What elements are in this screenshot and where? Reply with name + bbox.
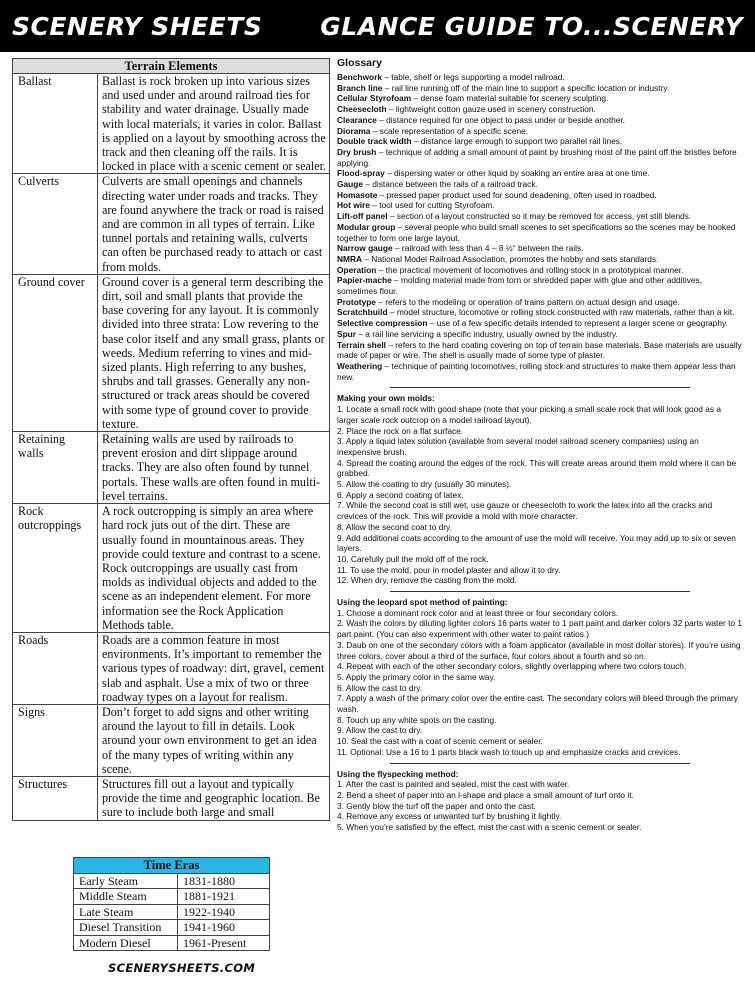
time-eras-heading: Time Eras bbox=[74, 858, 270, 874]
terrain-elements-table bbox=[12, 58, 330, 821]
era-row bbox=[74, 935, 270, 951]
terrain-row bbox=[13, 704, 330, 776]
era-years: 1831-1880 bbox=[178, 873, 270, 889]
step-item: 2. Place the rock on a flat surface. bbox=[337, 425, 464, 436]
flyspecking-title: Using the flyspecking method: bbox=[337, 768, 459, 779]
terrain-row bbox=[13, 432, 330, 504]
glossary-term: Cheesecloth bbox=[337, 104, 387, 115]
glossary-item bbox=[337, 318, 743, 329]
glossary-item bbox=[337, 93, 743, 104]
glossary-item bbox=[337, 340, 743, 361]
glossary-definition: – distance large enough to support two parallel rail lines. bbox=[411, 136, 623, 147]
glossary-item bbox=[337, 222, 743, 243]
glossary-term: Diorama bbox=[337, 125, 371, 136]
glossary-definition: – table, shelf or legs supporting a model railroad. bbox=[381, 72, 565, 82]
terrain-term: Structures bbox=[13, 776, 98, 820]
glossary-term: Flood-spray bbox=[337, 168, 385, 179]
step-item: 3. Gently blow the turf off the paper and onto the cast. bbox=[337, 800, 536, 811]
glossary-item bbox=[337, 243, 743, 254]
terrain-row bbox=[13, 174, 330, 274]
glossary-term: Selective compression bbox=[337, 318, 428, 329]
era-name: Early Steam bbox=[74, 873, 178, 889]
terrain-term: Roads bbox=[13, 632, 98, 704]
glossary-definition: – the practical movement of locomotives and rolling stock in a prototypical manner. bbox=[376, 264, 684, 275]
glossary-definition: – rail line running off of the main line to support a specific location or industry. bbox=[382, 82, 670, 93]
molds-title: Making your own molds: bbox=[337, 393, 435, 404]
step-item: 9. Allow the cast to dry. bbox=[337, 725, 423, 736]
glossary-definition: – distance required for one object to pass under or beside another. bbox=[376, 114, 626, 125]
era-row bbox=[74, 873, 270, 889]
step-item: 4. Repeat with each of the other secondary colors, slightly overlapping where two colors touch. bbox=[337, 661, 687, 672]
step-item: 8. Allow the second coat to dry. bbox=[337, 521, 452, 532]
step-item: 11. To use the mold, pour in model plaster and allow it to dry. bbox=[337, 564, 561, 575]
era-name: Diesel Transition bbox=[74, 920, 178, 936]
step-item: 6. Apply a second coating of latex. bbox=[337, 489, 464, 500]
terrain-description: Ballast is rock broken up into various sizes and used under and around railroad ties for stability and water drainage. Usually made with local materials, it varies in color. Ballast is applied on a layout by smoothing across the track and then cleaning off the rails. It is locked in place with a scenic cement or sealer. bbox=[98, 74, 330, 174]
step-item: 11. Optional: Use a 16 to 1 parts black wash to touch up and emphasize cracks and crevices. bbox=[337, 746, 681, 757]
step-item: 3. Apply a liquid latex solution (available from several model railroad scenery companies) using an inexpensive brush. bbox=[337, 436, 699, 457]
glossary-item bbox=[337, 265, 743, 276]
glossary-definition: – a rail line servicing a specific industry, usually owned by the industry. bbox=[356, 328, 618, 339]
terrain-term: Ground cover bbox=[13, 274, 98, 431]
glossary-definition: – model structure, locomotive or rolling stock constructed with raw materials, rather than a kit. bbox=[387, 307, 735, 318]
step-item: 1. After the cast is painted and sealed, mist the cast with water. bbox=[337, 779, 570, 790]
step-item: 10. Seal the cast with a coat of scenic cement or sealer. bbox=[337, 736, 543, 747]
era-years: 1881-1921 bbox=[178, 889, 270, 905]
glossary-term: Scratchbuild bbox=[337, 307, 388, 318]
glossary-item bbox=[337, 297, 743, 308]
glossary-term: Operation bbox=[337, 264, 377, 275]
divider bbox=[390, 763, 690, 764]
terrain-term: Rock outcroppings bbox=[13, 504, 98, 633]
glossary-item bbox=[337, 361, 743, 382]
glossary-definition: – section of a layout constructed so it may be removed for access, yet still blends. bbox=[387, 211, 692, 222]
glossary-definition: – several people who build small scenes to set specifications so the scenes may be hooked together to form one large layout. bbox=[337, 221, 736, 243]
flyspecking-steps bbox=[337, 779, 743, 833]
era-name: Middle Steam bbox=[74, 889, 178, 905]
glossary-term: Benchwork bbox=[337, 72, 382, 82]
leopard-steps bbox=[337, 608, 743, 758]
terrain-description: Structures fill out a layout and typically provide the time and geographic location. Be sure to include both large and small bbox=[98, 776, 330, 820]
step-item: 9. Add additional coats according to the amount of use the mold will receive. You may add up to six or seven layers. bbox=[337, 532, 736, 554]
terrain-description: Culverts are small openings and channels directing water under roads and tracks. They are found anywhere the track or road is raised and are common in all types of terrain. Like tunnel portals and retaining walls, culverts can often be purchased ready to attach or cast from molds. bbox=[98, 174, 330, 274]
step-item: 6. Allow the cast to dry. bbox=[337, 682, 423, 693]
glossary-definition: – molding material made from torn or shredded paper with glue and other additives, sometimes flour. bbox=[337, 275, 703, 297]
terrain-term: Culverts bbox=[13, 174, 98, 274]
glossary-term: Modular group bbox=[337, 221, 396, 232]
website-footer: SCENERYSHEETS.COM bbox=[108, 961, 256, 975]
glossary-item bbox=[337, 72, 743, 83]
glossary-item bbox=[337, 115, 743, 126]
terrain-term: Signs bbox=[13, 704, 98, 776]
glossary-term: Papier-mache bbox=[337, 275, 392, 286]
glossary-term: Cellular Styrofoam bbox=[337, 93, 412, 104]
era-name: Modern Diesel bbox=[74, 935, 178, 951]
leopard-title: Using the leopard spot method of painting: bbox=[337, 597, 508, 608]
glossary-definition: – technique of painting locomotives, rolling stock and structures to make them appear less than new. bbox=[337, 360, 736, 382]
step-item: 5. When you’re satisfied by the effect, mist the cast with a scenic cement or sealer. bbox=[337, 822, 642, 833]
glossary-term: Lift-off panel bbox=[337, 211, 388, 222]
glossary-term: Narrow gauge bbox=[337, 243, 393, 254]
guide-title: GLANCE GUIDE TO...SCENERY bbox=[320, 11, 743, 41]
glossary-term: Terrain shell bbox=[337, 339, 386, 350]
terrain-row bbox=[13, 632, 330, 704]
glossary-definition: – scale representation of a specific scene. bbox=[370, 125, 529, 136]
glossary-item bbox=[337, 179, 743, 190]
time-eras-table bbox=[73, 857, 270, 951]
era-years: 1961-Present bbox=[178, 935, 270, 951]
step-item: 1. Choose a dominant rock color and at least three or four secondary colors. bbox=[337, 607, 619, 618]
molds-steps bbox=[337, 404, 743, 586]
terrain-row bbox=[13, 776, 330, 820]
step-item: 2. Wash the colors by diluting lighter colors 16 parts water to 1 part paint and darker colors 32 parts water to 1 part paint. (You can also experiment with other water to paint ratios.) bbox=[337, 618, 743, 640]
era-row bbox=[74, 920, 270, 936]
glossary-heading: Glossary bbox=[337, 57, 382, 69]
right-column bbox=[337, 57, 743, 833]
glossary-item bbox=[337, 136, 743, 147]
step-item: 4. Spread the coating around the edges of the rock. This will create areas around them mold where it can be grabbed. bbox=[337, 457, 737, 479]
glossary-item bbox=[337, 168, 743, 179]
glossary-item bbox=[337, 254, 743, 265]
era-row bbox=[74, 889, 270, 905]
glossary-term: Spur bbox=[337, 328, 357, 339]
terrain-description: A rock outcropping is simply an area where hard rock juts out of the dirt. These are usually found in mountainous areas. They provide could texture and contrast to a scene. Rock outcroppings are usually cast from molds as individual objects and added to the scene as an independent element. For more information see the Rock Application Methods table. bbox=[98, 504, 330, 633]
terrain-row bbox=[13, 274, 330, 431]
glossary-definition: – lightweight cotton gauze used in scenery construction. bbox=[386, 104, 596, 115]
glossary-definition: – use of a few specific details intended to represent a larger scene or geography. bbox=[427, 318, 728, 329]
step-item: 10. Carefully pull the mold off of the rock. bbox=[337, 553, 489, 564]
step-item: 8. Touch up any white spots on the casting. bbox=[337, 714, 497, 725]
glossary-definition: – dense foam material suitable for scenery sculpting. bbox=[411, 93, 609, 104]
step-item: 7. Apply a wash of the primary color over the entire cast. The secondary colors will bleed through the primary wash. bbox=[337, 693, 739, 715]
glossary-list bbox=[337, 72, 743, 382]
terrain-table-heading: Terrain Elements bbox=[13, 59, 330, 74]
divider bbox=[390, 387, 690, 388]
era-name: Late Steam bbox=[74, 904, 178, 920]
glossary-item bbox=[337, 83, 743, 94]
step-item: 12. When dry, remove the casting from the mold. bbox=[337, 575, 517, 586]
terrain-description: Retaining walls are used by railroads to prevent erosion and dirt slippage around tracks. They are also often found by tunnel portals. These walls are often found in multi-level terrains. bbox=[98, 432, 330, 504]
glossary-definition: – refers to the hard coating covering on top of terrain base materials. Base materials are usually made of paper or wire. The shell is usually made of some type of plaster. bbox=[337, 339, 742, 361]
glossary-term: Clearance bbox=[337, 114, 377, 125]
glossary-item bbox=[337, 307, 743, 318]
divider bbox=[390, 591, 690, 592]
glossary-item bbox=[337, 329, 743, 340]
glossary-item bbox=[337, 200, 743, 211]
step-item: 5. Allow the coating to dry (usually 30 minutes). bbox=[337, 479, 512, 490]
glossary-definition: – National Model Railroad Association, promotes the hobby and sets standards. bbox=[362, 253, 659, 264]
step-item: 4. Remove any excess or unwanted turf by brushing it lightly. bbox=[337, 811, 562, 822]
era-row bbox=[74, 904, 270, 920]
glossary-term: Homasote bbox=[337, 189, 378, 200]
header-banner bbox=[0, 0, 755, 52]
step-item: 5. Apply the primary color in the same way. bbox=[337, 671, 496, 682]
glossary-item bbox=[337, 190, 743, 201]
terrain-row bbox=[13, 504, 330, 633]
glossary-item bbox=[337, 147, 743, 168]
era-years: 1941-1960 bbox=[178, 920, 270, 936]
glossary-item bbox=[337, 211, 743, 222]
terrain-description: Ground cover is a general term describing the dirt, soil and small plants that provide the base covering for any layout. It is commonly divided into three strata: Low revering to the base color itself and any small grass, plants or weeds. Medium referring to vines and mid-sized plants. High referring to any bushes, shrubs and tall grasses. Generally any non-structured or track areas should be covered with some type of ground cover to provide texture. bbox=[98, 274, 330, 431]
glossary-term: Dry brush bbox=[337, 146, 377, 157]
terrain-row bbox=[13, 74, 330, 174]
step-item: 3. Daub on one of the secondary colors with a foam applicator (available in most dollar stores). If you’re using three colors, cover about a third of the surface, four colors about a fourth and so on. bbox=[337, 639, 741, 661]
glossary-term: NMRA bbox=[337, 253, 363, 264]
glossary-definition: – distance between the rails of a railroad track. bbox=[362, 179, 538, 190]
glossary-definition: – dispersing water or other liquid by soaking an entire area at one time. bbox=[384, 168, 650, 179]
glossary-term: Hot wire bbox=[337, 200, 370, 211]
glossary-item bbox=[337, 126, 743, 137]
terrain-description: Roads are a common feature in most environments. It’s important to remember the various types of roadway: dirt, gravel, cement slab and asphalt. Use a mix of two or three roadway types on a layout for realism. bbox=[98, 632, 330, 704]
glossary-item bbox=[337, 275, 743, 296]
terrain-term: Ballast bbox=[13, 74, 98, 174]
glossary-definition: – pressed paper product used for sound deadening, often used in roadbed. bbox=[377, 189, 657, 200]
glossary-term: Double track width bbox=[337, 136, 412, 147]
glossary-term: Prototype bbox=[337, 296, 376, 307]
glossary-item bbox=[337, 104, 743, 115]
glossary-definition: – tool used for cutting Styrofoam. bbox=[369, 200, 495, 211]
era-years: 1922-1940 bbox=[178, 904, 270, 920]
glossary-term: Weathering bbox=[337, 360, 383, 371]
glossary-definition: – refers to the modeling or operation of trains pattern on actual design and usage. bbox=[375, 296, 680, 307]
step-item: 1. Locate a small rock with good shape (note that your picking a small scale rock that will look good as a larger scale rock outcrop on a model railroad layout). bbox=[337, 404, 722, 425]
glossary-definition: – technique of adding a small amount of paint by brushing most of the paint off the bristles before applying. bbox=[337, 146, 737, 168]
terrain-description: Don’t forget to add signs and other writing around the layout to fill in details. Look around your own environment to get an idea of the many types of writing within any scene. bbox=[98, 704, 330, 776]
glossary-term: Gauge bbox=[337, 179, 363, 190]
brand-title: SCENERY SHEETS bbox=[12, 11, 263, 41]
terrain-term: Retaining walls bbox=[13, 432, 98, 504]
glossary-term: Branch line bbox=[337, 82, 383, 93]
step-item: 7. While the second coat is still wet, use gauze or cheesecloth to work the latex into all the cracks and crevices of the rock. This will provide a mold with more character. bbox=[337, 500, 713, 522]
step-item: 2. Bend a sheet of paper into an l-shape and place a small amount of turf onto it. bbox=[337, 790, 634, 800]
glossary-definition: – railroad with less than 4 – 8 ½ʺ between the rails. bbox=[392, 243, 584, 254]
